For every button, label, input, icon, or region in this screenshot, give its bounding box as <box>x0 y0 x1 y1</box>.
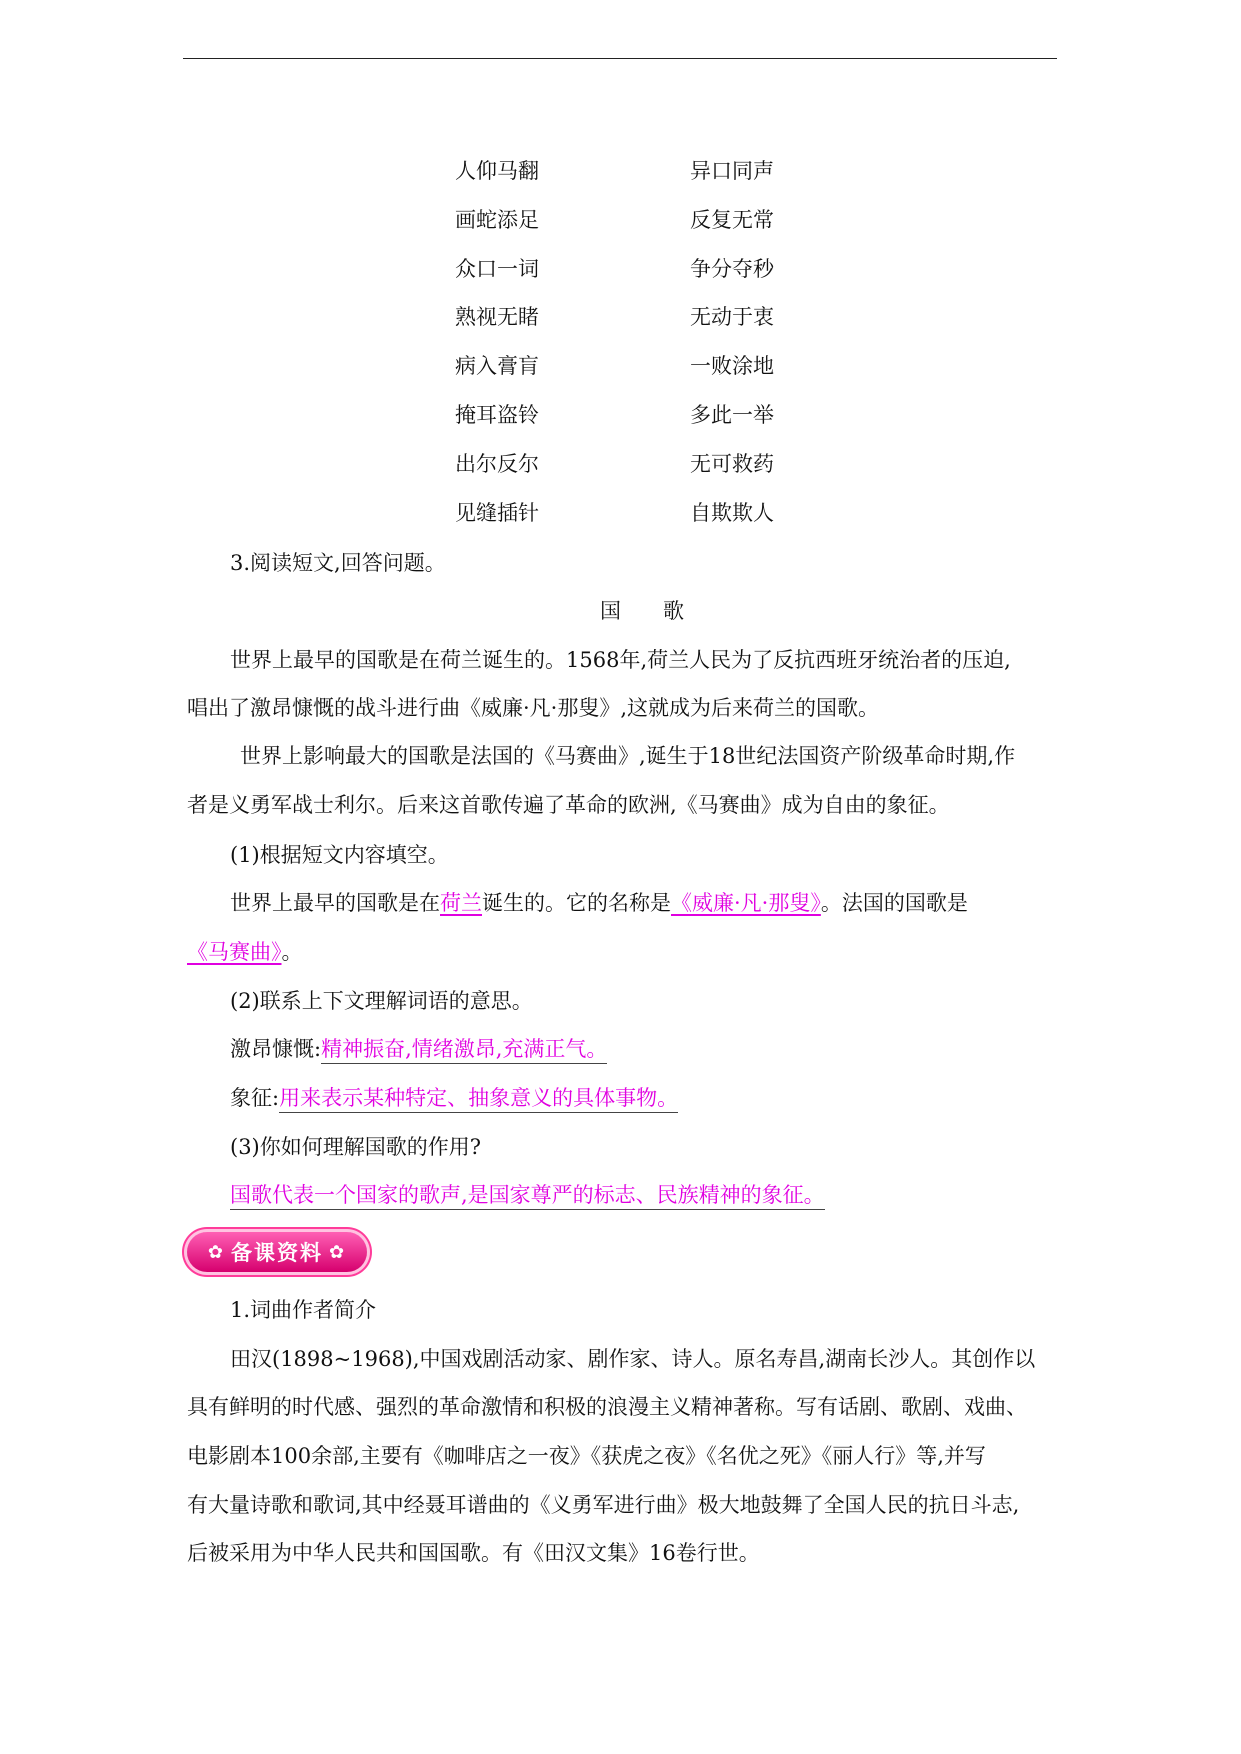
idiom-right: 自欺欺人 <box>690 500 774 525</box>
word-meaning-2 <box>230 1083 678 1113</box>
sub-question-3: (3)你如何理解国歌的作用? <box>230 1135 482 1159</box>
idiom-left: 熟视无睹 <box>455 305 539 330</box>
passage-line: 世界上最早的国歌是在荷兰诞生的。1568年,荷兰人民为了反抗西班牙统治者的压迫, <box>230 648 1011 672</box>
idiom-row <box>455 497 795 546</box>
idiom-row <box>455 448 795 497</box>
material-line: 具有鲜明的时代感、强烈的革命激情和积极的浪漫主义精神著称。写有话剧、歌剧、戏曲、 <box>187 1395 1027 1419</box>
idiom-row <box>455 155 795 204</box>
idiom-left: 人仰马翻 <box>455 159 539 183</box>
idiom-row <box>455 350 795 399</box>
fill-answer: 《威廉·凡·那叟》 <box>671 891 821 915</box>
flower-icon: ✿ <box>329 1241 347 1263</box>
material-heading: 1.词曲作者简介 <box>230 1298 377 1322</box>
passage-line: 世界上影响最大的国歌是法国的《马赛曲》,诞生于18世纪法国资产阶级革命时期,作 <box>240 744 1016 768</box>
idiom-row <box>455 253 795 302</box>
idiom-left: 众口一词 <box>455 256 539 281</box>
banner-label: 备课资料 <box>231 1241 323 1265</box>
idiom-right: 异口同声 <box>690 159 774 183</box>
prep-material-banner <box>187 1232 367 1272</box>
idiom-left: 见缝插针 <box>455 500 539 525</box>
word-answer: 用来表示某种特定、抽象意义的具体事物。 <box>279 1086 678 1113</box>
material-line: 田汉(1898~1968),中国戏剧活动家、剧作家、诗人。原名寿昌,湖南长沙人。其创作以 <box>230 1347 1036 1371</box>
passage-line: 者是义勇军战士利尔。后来这首歌传遍了革命的欧洲,《马赛曲》成为自由的象征。 <box>187 793 950 817</box>
idiom-left: 掩耳盗铃 <box>455 402 539 427</box>
flower-icon: ✿ <box>207 1241 225 1263</box>
passage-line: 唱出了激昂慷慨的战斗进行曲《威廉·凡·那叟》,这就成为后来荷兰的国歌。 <box>187 696 880 720</box>
idiom-right: 一败涂地 <box>690 354 774 379</box>
word-meaning-1 <box>230 1034 607 1064</box>
idiom-left: 病入膏肓 <box>455 354 539 379</box>
material-line: 后被采用为中华人民共和国国歌。有《田汉文集》16卷行世。 <box>187 1541 760 1565</box>
fill-text: 。法国的国歌是 <box>820 891 968 915</box>
header-rule <box>183 58 1057 59</box>
answer-text: 国歌代表一个国家的歌声,是国家尊严的标志、民族精神的象征。 <box>230 1183 825 1210</box>
fill-answer: 《马赛曲》 <box>187 940 282 964</box>
idiom-right: 反复无常 <box>690 207 774 232</box>
fill-text: 。 <box>281 940 303 964</box>
idiom-right: 争分夺秒 <box>690 256 774 281</box>
idiom-right: 无可救药 <box>690 451 774 476</box>
idiom-left: 画蛇添足 <box>455 207 539 232</box>
sub-question-3-answer <box>230 1180 825 1210</box>
idiom-right: 多此一举 <box>690 402 774 427</box>
sub-question-2: (2)联系上下文理解词语的意思。 <box>230 989 533 1013</box>
idiom-left: 出尔反尔 <box>455 451 539 476</box>
fill-answer: 荷兰 <box>440 891 482 915</box>
word-label: 激昂慷慨: <box>230 1037 322 1061</box>
idiom-list <box>455 155 795 545</box>
material-line: 有大量诗歌和歌词,其中经聂耳谱曲的《义勇军进行曲》极大地鼓舞了全国人民的抗日斗志, <box>187 1493 1020 1517</box>
idiom-row <box>455 399 795 448</box>
idiom-row <box>455 204 795 253</box>
idiom-row <box>455 301 795 350</box>
fill-text: 世界上最早的国歌是在 <box>230 891 440 915</box>
fill-sentence <box>230 888 968 918</box>
passage-title: 国 歌 <box>600 599 684 623</box>
idiom-right: 无动于衷 <box>690 305 774 330</box>
fill-sentence-cont <box>187 937 303 967</box>
fill-text: 诞生的。它的名称是 <box>482 891 671 915</box>
word-label: 象征: <box>230 1086 280 1110</box>
question-3-heading: 3.阅读短文,回答问题。 <box>230 551 446 575</box>
word-answer: 精神振奋,情绪激昂,充满正气。 <box>321 1037 607 1064</box>
sub-question-1: (1)根据短文内容填空。 <box>230 843 449 867</box>
material-line: 电影剧本100余部,主要有《咖啡店之一夜》《获虎之夜》《名优之死》《丽人行》等,并写 <box>187 1444 986 1468</box>
